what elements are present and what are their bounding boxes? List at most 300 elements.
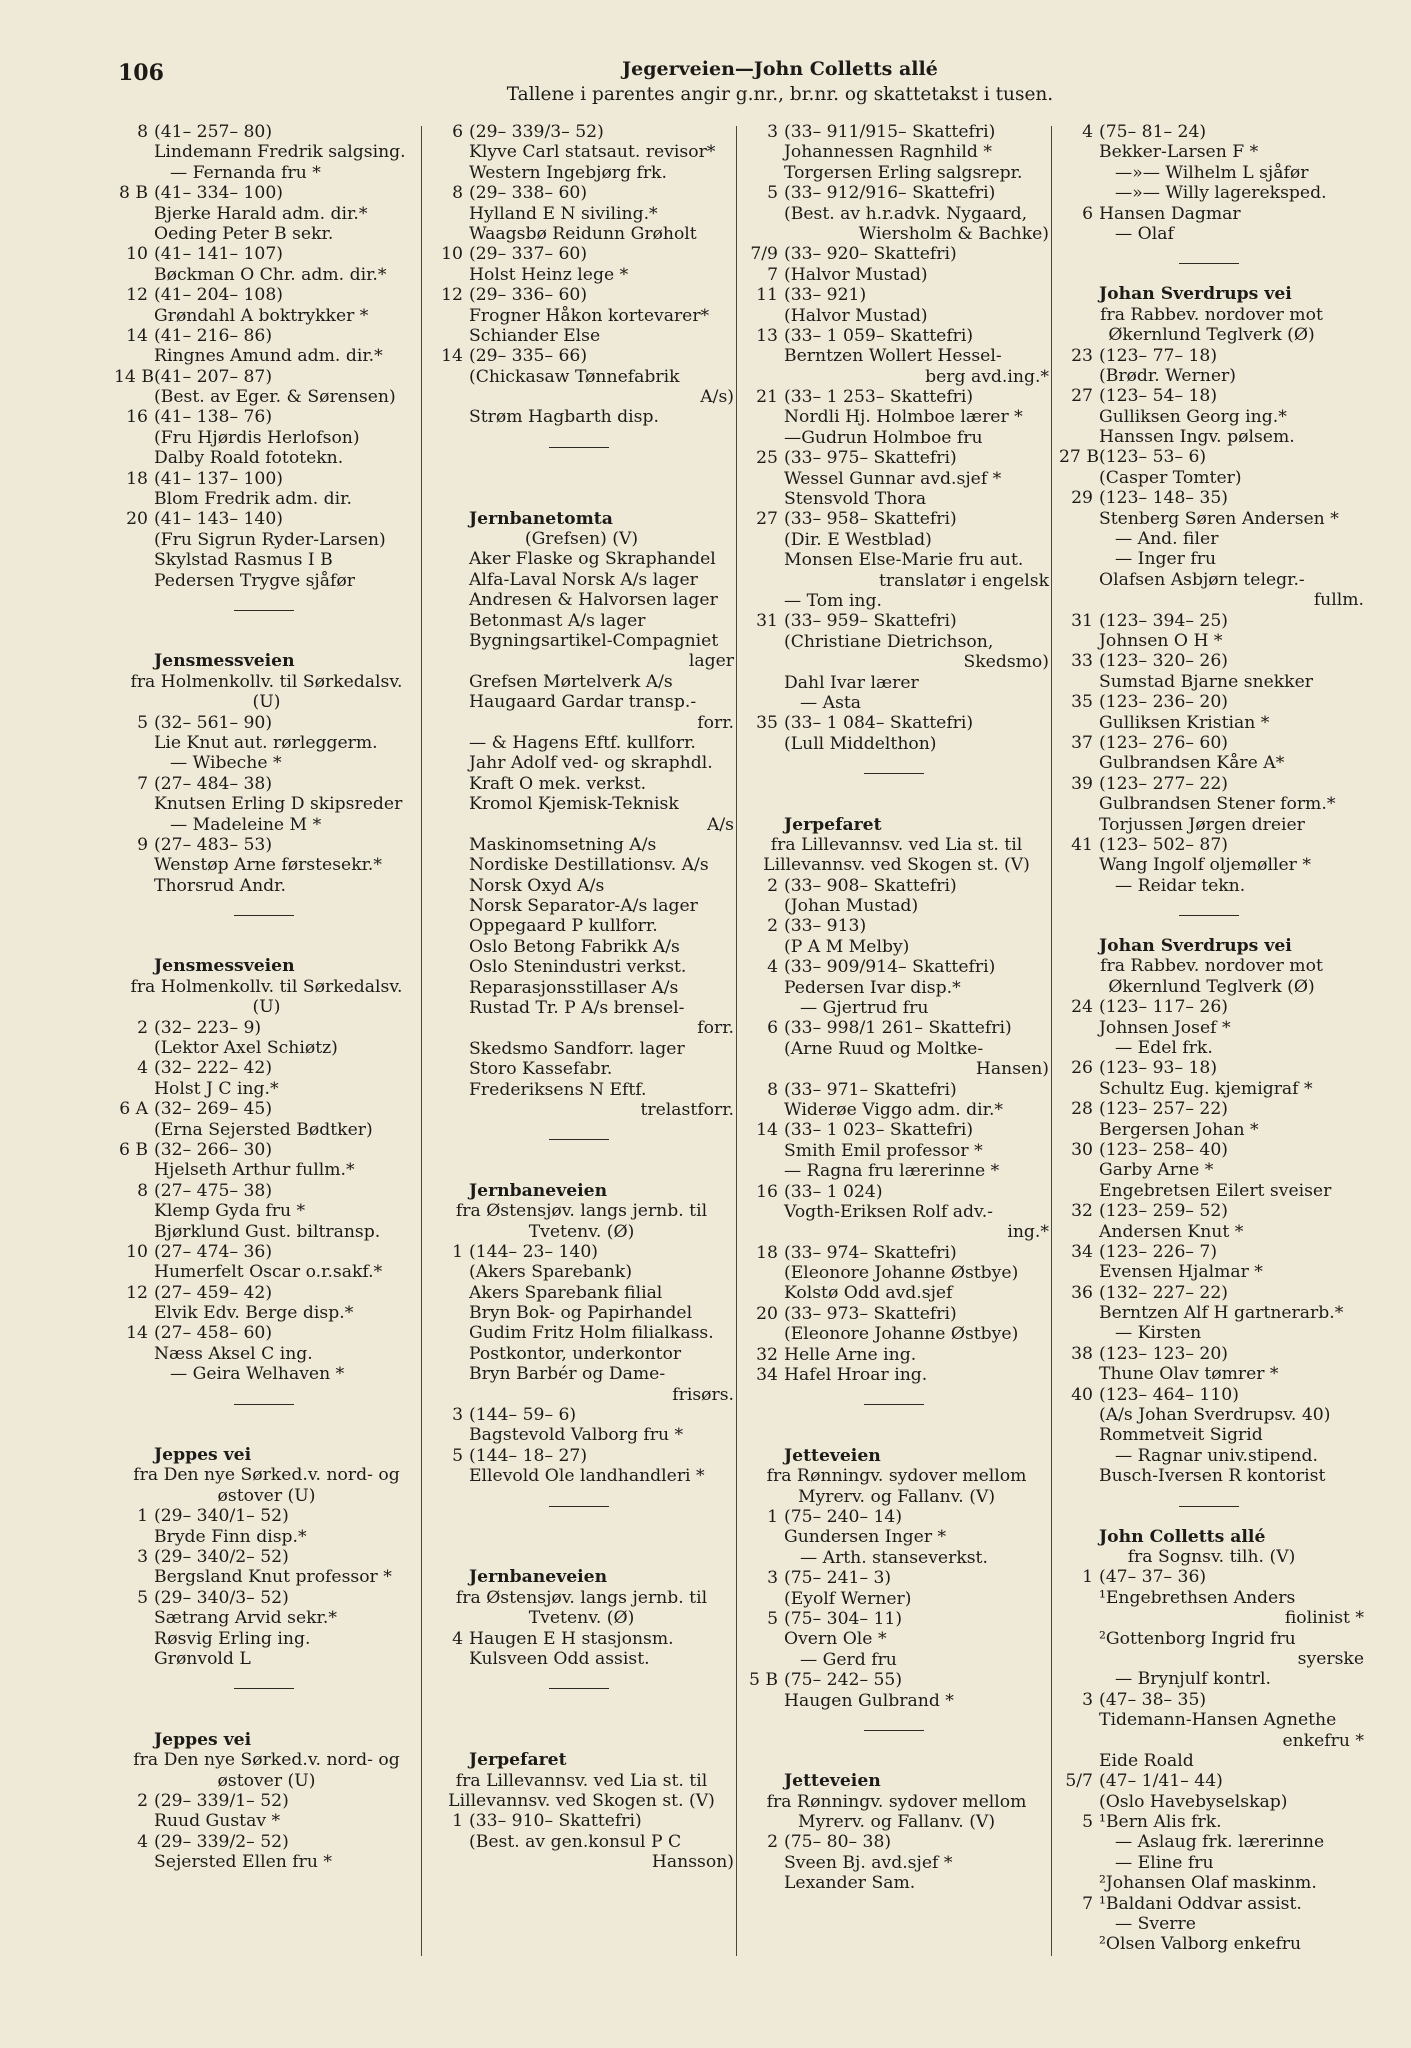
house-number: 2 <box>137 1790 148 1811</box>
directory-entry <box>1059 1262 1364 1282</box>
house-number: 32 <box>1071 1201 1093 1222</box>
entry-text: østover (U) <box>217 1485 316 1506</box>
entry-text: (123– 93– 18) <box>1099 1058 1218 1079</box>
directory-entry <box>1059 1140 1364 1160</box>
entry-text: Johnsen O H * <box>1099 630 1223 651</box>
entry-text: (123– 320– 26) <box>1099 651 1229 672</box>
entry-text: Hylland E N siviling.* <box>469 203 658 224</box>
directory-entry <box>1059 224 1364 244</box>
entry-text: (123– 259– 52) <box>1099 1201 1229 1222</box>
directory-entry <box>1059 305 1364 325</box>
house-number: 14 <box>756 1120 778 1141</box>
entry-text: (27– 474– 36) <box>154 1241 273 1262</box>
entry-text: Hafel Hroar ing. <box>784 1365 928 1386</box>
entry-text: (32– 561– 90) <box>154 712 273 733</box>
directory-entry <box>744 1568 1049 1588</box>
entry-text: — Ragnar univ.stipend. <box>1115 1445 1318 1466</box>
directory-entry <box>1059 1222 1364 1242</box>
directory-entry <box>744 387 1049 407</box>
directory-entry <box>744 1100 1049 1120</box>
directory-entry <box>744 1832 1049 1852</box>
directory-entry <box>429 1405 734 1425</box>
directory-entry <box>429 1832 734 1852</box>
directory-entry <box>744 1161 1049 1181</box>
house-number: 7/9 <box>750 244 778 265</box>
entry-text: Gulliksen Kristian * <box>1099 712 1270 733</box>
directory-entry <box>1059 549 1364 569</box>
house-number: 26 <box>1071 1058 1093 1079</box>
house-number: 1 <box>452 1241 463 1262</box>
directory-entry <box>744 673 1049 693</box>
entry-text: (33– 975– Skattefri) <box>784 448 957 469</box>
entry-text: Stenberg Søren Andersen * <box>1099 508 1339 529</box>
entry-text: Torgersen Erling salgsrepr. <box>784 162 1023 183</box>
entry-text: (Casper Tomter) <box>1099 467 1242 488</box>
entry-text: Haugen E H stasjonsm. <box>469 1628 674 1649</box>
entry-text: Strøm Hagbarth disp. <box>469 407 659 428</box>
directory-entry <box>429 733 734 753</box>
directory-entry <box>1059 631 1364 651</box>
entry-text: Frogner Håkon kortevarer* <box>469 305 710 326</box>
street-heading <box>744 1446 1049 1466</box>
entry-text: Schultz Eug. kjemigraf * <box>1099 1078 1313 1099</box>
house-number: 7 <box>767 264 778 285</box>
directory-entry <box>429 753 734 773</box>
entry-text: (Erna Sejersted Bødtker) <box>154 1119 373 1140</box>
entry-text: (Best. av Eger. & Sørensen) <box>154 387 396 408</box>
directory-entry <box>1059 876 1364 896</box>
entry-text: Monsen Else-Marie fru aut. <box>784 550 1024 571</box>
entry-text: — Reidar tekn. <box>1115 875 1246 896</box>
directory-entry <box>744 855 1049 875</box>
directory-entry <box>114 1160 419 1180</box>
house-number: 40 <box>1071 1384 1093 1405</box>
entry-text: Kraft O mek. verkst. <box>469 773 647 794</box>
entry-text: — Sverre <box>1115 1914 1196 1935</box>
entry-text: (123– 226– 7) <box>1099 1241 1218 1262</box>
entry-text: (32– 269– 45) <box>154 1099 273 1120</box>
entry-text: fra Rønningv. sydover mellom <box>766 1791 1027 1812</box>
house-number: 10 <box>441 244 463 265</box>
house-number: 4 <box>137 1831 148 1852</box>
directory-entry <box>1059 366 1364 386</box>
entry-text: Sumstad Bjarne snekker <box>1099 671 1313 692</box>
directory-entry <box>744 1507 1049 1527</box>
entry-text: Wiersholm & Bachke) <box>858 223 1049 244</box>
entry-text: Berntzen Wollert Hessel- <box>784 346 1002 367</box>
entry-text: fra Holmenkollv. til Sørkedalsv. <box>130 976 403 997</box>
entry-text: (32– 222– 42) <box>154 1058 273 1079</box>
entry-text: Jernbaneveien <box>469 1180 608 1201</box>
house-number: 6 B <box>118 1139 148 1160</box>
entry-text: Nordli Hj. Holmboe lærer * <box>784 407 1023 428</box>
entry-text: Oeding Peter B sekr. <box>154 223 334 244</box>
directory-entry <box>1059 163 1364 183</box>
entry-text: (41– 216– 86) <box>154 325 273 346</box>
entry-text: Andresen & Halvorsen lager <box>469 590 718 611</box>
spacer <box>429 1709 734 1729</box>
entry-text: (33– 1 084– Skattefri) <box>784 713 974 734</box>
directory-entry <box>429 1791 734 1811</box>
house-number: 5 <box>767 183 778 204</box>
directory-entry <box>1059 1160 1364 1180</box>
house-number: 16 <box>126 407 148 428</box>
entry-text: Postkontor, underkontor <box>469 1343 682 1364</box>
entry-text: (27– 483– 53) <box>154 834 273 855</box>
entry-text: frisørs. <box>672 1384 734 1405</box>
directory-entry <box>744 428 1049 448</box>
entry-text: Widerøe Viggo adm. dir.* <box>784 1099 1004 1120</box>
directory-entry <box>114 1527 419 1547</box>
directory-entry <box>1059 1812 1364 1832</box>
street-heading <box>744 1771 1049 1791</box>
street-heading <box>429 1567 734 1587</box>
entry-text: (Brødr. Werner) <box>1099 365 1236 386</box>
entry-text: Kolstø Odd avd.sjef <box>784 1283 953 1304</box>
directory-entry <box>114 1283 419 1303</box>
entry-text: lager <box>688 651 734 672</box>
house-number: 39 <box>1071 773 1093 794</box>
entry-text: trelastforr. <box>640 1099 734 1120</box>
entry-text: ¹Engebrethsen Anders <box>1099 1587 1296 1608</box>
entry-text: (47– 1/41– 44) <box>1099 1771 1223 1792</box>
entry-text: (29– 337– 60) <box>469 244 588 265</box>
entry-text: Jeppes vei <box>154 1445 252 1466</box>
entry-text: Ellevold Ole landhandleri * <box>469 1466 705 1487</box>
directory-entry <box>114 1262 419 1282</box>
entry-text: (27– 484– 38) <box>154 773 273 794</box>
entry-text: ²Johansen Olaf maskinm. <box>1099 1873 1317 1894</box>
directory-entry <box>429 549 734 569</box>
directory-entry <box>114 1364 419 1384</box>
house-number: 1 <box>137 1506 148 1527</box>
entry-text: (27– 475– 38) <box>154 1180 273 1201</box>
entry-text: — Gjertrud fru <box>800 998 929 1019</box>
directory-entry <box>744 1853 1049 1873</box>
entry-text: Klemp Gyda fru * <box>154 1201 306 1222</box>
directory-entry <box>1059 386 1364 406</box>
entry-text: Hansson) <box>651 1852 734 1873</box>
entry-text: (29– 340/2– 52) <box>154 1547 289 1567</box>
directory-entry <box>1059 1385 1364 1405</box>
house-number: 6 <box>767 1018 778 1039</box>
section-divider <box>1059 1487 1364 1527</box>
directory-entry <box>744 1650 1049 1670</box>
entry-text: (75– 81– 24) <box>1099 122 1207 142</box>
directory-entry <box>1059 651 1364 671</box>
directory-entry <box>1059 1344 1364 1364</box>
directory-entry <box>1059 142 1364 162</box>
entry-text: Western Ingebjørg frk. <box>469 162 667 183</box>
directory-entry <box>1059 488 1364 508</box>
directory-entry <box>114 977 419 997</box>
entry-text: Alfa-Laval Norsk A/s lager <box>469 569 698 590</box>
directory-entry <box>744 652 1049 672</box>
street-heading <box>114 1730 419 1750</box>
entry-text: Rommetveit Sigrid <box>1099 1425 1263 1446</box>
entry-text: Ringnes Amund adm. dir.* <box>154 346 383 367</box>
entry-text: Helle Arne ing. <box>784 1344 917 1365</box>
spacer <box>744 1751 1049 1771</box>
entry-text: (33– 910– Skattefri) <box>469 1811 642 1832</box>
entry-text: (Arne Ruud og Moltke- <box>784 1038 984 1059</box>
directory-entry <box>429 998 734 1018</box>
entry-text: (Eleonore Johanne Østbye) <box>784 1263 1019 1284</box>
entry-text: Jernbanetomta <box>469 508 613 529</box>
entry-text: Norsk Oxyd A/s <box>469 875 605 896</box>
house-number: 21 <box>756 387 778 408</box>
directory-entry <box>429 1242 734 1262</box>
house-number: 12 <box>126 285 148 306</box>
directory-entry <box>744 1263 1049 1283</box>
entry-text: Elvik Edv. Berge disp.* <box>154 1303 354 1324</box>
entry-text: Holst J C ing.* <box>154 1078 279 1099</box>
entry-text: Holst Heinz lege * <box>469 264 629 285</box>
house-number: 5 <box>1082 1812 1093 1833</box>
spacer <box>429 1160 734 1180</box>
entry-text: Sætrang Arvid sekr.* <box>154 1608 337 1629</box>
directory-entry <box>1059 509 1364 529</box>
entry-text: (75– 80– 38) <box>784 1832 892 1853</box>
entry-text: Tvetenv. (Ø) <box>528 1608 635 1629</box>
entry-text: Klyve Carl statsaut. revisor* <box>469 142 716 163</box>
house-number: 41 <box>1071 834 1093 855</box>
entry-text: ¹Bern Alis frk. <box>1099 1812 1222 1833</box>
directory-entry <box>1059 468 1364 488</box>
entry-text: (41– 257– 80) <box>154 122 273 142</box>
directory-entry <box>114 306 419 326</box>
house-number: 10 <box>126 244 148 265</box>
directory-entry <box>744 469 1049 489</box>
column-divider-3 <box>1051 126 1052 1956</box>
street-heading <box>114 651 419 671</box>
directory-entry <box>114 122 419 142</box>
street-heading <box>429 509 734 529</box>
directory-entry <box>114 1791 419 1811</box>
directory-entry <box>429 1466 734 1486</box>
spacer <box>114 936 419 956</box>
directory-entry <box>429 1588 734 1608</box>
directory-entry <box>1059 325 1364 345</box>
directory-entry <box>429 1649 734 1669</box>
directory-entry <box>744 876 1049 896</box>
entry-text: (Grefsen) (V) <box>524 529 639 550</box>
directory-entry <box>114 1750 419 1770</box>
entry-text: (33– 974– Skattefri) <box>784 1242 957 1263</box>
directory-entry <box>744 1304 1049 1324</box>
directory-entry <box>114 550 419 570</box>
directory-entry <box>114 1303 419 1323</box>
entry-text: Næss Aksel C ing. <box>154 1343 313 1364</box>
entry-text: (123– 502– 87) <box>1099 834 1229 855</box>
entry-text: Jensmessveien <box>154 956 295 977</box>
directory-entry <box>114 285 419 305</box>
entry-text: Eide Roald <box>1099 1750 1194 1771</box>
section-divider <box>114 1385 419 1425</box>
directory-entry <box>744 1527 1049 1547</box>
house-number: 28 <box>1071 1099 1093 1120</box>
entry-text: (29– 340/3– 52) <box>154 1587 289 1608</box>
entry-text: (47– 38– 35) <box>1099 1689 1207 1710</box>
entry-text: Lindemann Fredrik salgsing. <box>154 142 406 163</box>
entry-text: (A/s Johan Sverdrupsv. 40) <box>1099 1405 1331 1426</box>
house-number: 4 <box>137 1058 148 1079</box>
entry-text: — Tom ing. <box>784 590 882 611</box>
entry-text: fra Rabbev. nordover mot <box>1100 956 1323 977</box>
directory-entry <box>744 1243 1049 1263</box>
directory-entry <box>744 1691 1049 1711</box>
directory-entry <box>114 1811 419 1831</box>
directory-entry <box>1059 835 1364 855</box>
directory-entry <box>429 1100 734 1120</box>
directory-entry <box>744 1324 1049 1344</box>
spacer <box>429 1527 734 1547</box>
entry-text: fra Rønningv. sydover mellom <box>766 1466 1027 1487</box>
entry-text: (123– 117– 26) <box>1099 997 1229 1018</box>
column-1 <box>114 122 419 1872</box>
house-number: 5 B <box>748 1670 778 1691</box>
directory-entry <box>744 713 1049 733</box>
directory-entry <box>744 937 1049 957</box>
entry-text: (Eyolf Werner) <box>784 1588 912 1609</box>
entry-text: Hansen Dagmar <box>1099 203 1241 224</box>
directory-entry <box>429 1018 734 1038</box>
directory-entry <box>1059 611 1364 631</box>
entry-text: (75– 304– 11) <box>784 1608 903 1629</box>
entry-text: Bøckman O Chr. adm. dir.* <box>154 264 387 285</box>
entry-text: (33– 1 023– Skattefri) <box>784 1120 974 1141</box>
directory-entry <box>1059 183 1364 203</box>
entry-text: Johan Sverdrups vei <box>1099 936 1292 957</box>
entry-text: Knutsen Erling D skipsreder <box>154 794 403 815</box>
entry-text: (33– 1 024) <box>784 1181 883 1202</box>
directory-entry <box>429 142 734 162</box>
house-number: 4 <box>1082 122 1093 142</box>
entry-text: Gulbrandsen Stener form.* <box>1099 794 1336 815</box>
directory-entry <box>114 733 419 753</box>
directory-entry <box>744 244 1049 264</box>
directory-entry <box>429 1303 734 1323</box>
directory-entry <box>114 326 419 346</box>
directory-entry <box>429 122 734 142</box>
directory-entry <box>114 1344 419 1364</box>
directory-entry <box>114 1465 419 1485</box>
entry-text: Sveen Bj. avd.sjef * <box>784 1852 953 1873</box>
entry-text: Aker Flaske og Skraphandel <box>469 549 716 570</box>
directory-entry <box>1059 1873 1364 1893</box>
house-number: 6 <box>452 122 463 142</box>
section-divider <box>429 1669 734 1709</box>
entry-text: Schiander Else <box>469 325 601 346</box>
directory-entry <box>744 1141 1049 1161</box>
entry-text: fra Sognsv. tilh. (V) <box>1127 1547 1296 1567</box>
directory-entry <box>744 1670 1049 1690</box>
directory-entry <box>114 1242 419 1262</box>
entry-text: (33– 958– Skattefri) <box>784 509 957 530</box>
spacer <box>429 1547 734 1567</box>
directory-entry <box>1059 692 1364 712</box>
directory-entry <box>429 855 734 875</box>
entry-text: (Oslo Havebyselskap) <box>1099 1791 1288 1812</box>
entry-text: Oslo Betong Fabrikk A/s <box>469 936 680 957</box>
entry-text: Rustad Tr. P A/s brensel- <box>469 998 685 1019</box>
section-divider <box>429 1487 734 1527</box>
directory-entry <box>114 1058 419 1078</box>
directory-entry <box>114 428 419 448</box>
directory-entry <box>429 1425 734 1445</box>
street-heading <box>114 956 419 976</box>
entry-text: (75– 240– 14) <box>784 1507 903 1527</box>
directory-entry <box>744 448 1049 468</box>
house-number: 1 <box>767 1507 778 1527</box>
directory-entry <box>114 346 419 366</box>
directory-entry <box>429 672 734 692</box>
directory-entry <box>429 1344 734 1364</box>
entry-text: Hanssen Ingv. pølsem. <box>1099 427 1295 448</box>
directory-entry <box>429 631 734 651</box>
section-divider <box>744 1711 1049 1751</box>
directory-entry <box>744 591 1049 611</box>
entry-text: Storo Kassefabr. <box>469 1059 613 1080</box>
directory-entry <box>744 306 1049 326</box>
directory-entry <box>114 1120 419 1140</box>
directory-entry <box>114 876 419 896</box>
entry-text: (Halvor Mustad) <box>784 305 928 326</box>
entry-text: Frederiksens N Eftf. <box>469 1079 647 1100</box>
directory-entry <box>744 1080 1049 1100</box>
entry-text: (29– 340/1– 52) <box>154 1506 289 1527</box>
directory-entry <box>429 1385 734 1405</box>
house-number: 2 <box>767 875 778 896</box>
entry-text: Gundersen Inger * <box>784 1527 947 1548</box>
entry-text: Grønvold L <box>154 1648 251 1669</box>
spacer <box>744 1425 1049 1445</box>
house-number: 2 <box>137 1017 148 1038</box>
entry-text: (33– 971– Skattefri) <box>784 1079 957 1100</box>
entry-text: Kulsveen Odd assist. <box>469 1648 650 1669</box>
entry-text: Hansen) <box>975 1059 1049 1080</box>
directory-entry <box>744 142 1049 162</box>
directory-entry <box>429 774 734 794</box>
directory-entry <box>114 1079 419 1099</box>
directory-entry <box>744 1609 1049 1629</box>
entry-text: Pedersen Trygve sjåfør <box>154 570 355 591</box>
directory-entry <box>1059 1283 1364 1303</box>
house-number: 18 <box>126 468 148 489</box>
directory-entry <box>744 1812 1049 1832</box>
directory-entry <box>429 244 734 264</box>
directory-entry <box>1059 1567 1364 1587</box>
directory-entry <box>744 530 1049 550</box>
entry-text: (41– 137– 100) <box>154 468 284 489</box>
entry-text: (144– 18– 27) <box>469 1445 588 1466</box>
house-number: 8 B <box>118 183 148 204</box>
directory-entry <box>114 692 419 712</box>
entry-text: Smith Emil professor * <box>784 1140 983 1161</box>
entry-text: ing.* <box>1007 1222 1049 1243</box>
entry-text: forr. <box>697 712 734 733</box>
street-heading <box>744 815 1049 835</box>
entry-text: Myrerv. og Fallanv. (V) <box>797 1812 996 1833</box>
directory-entry <box>114 509 419 529</box>
entry-text: (41– 334– 100) <box>154 183 284 204</box>
entry-text: (Best. av gen.konsul P C <box>469 1831 682 1852</box>
entry-text: (Lektor Axel Schiøtz) <box>154 1038 338 1059</box>
directory-entry <box>114 855 419 875</box>
spacer <box>114 1709 419 1729</box>
entry-text: John Colletts allé <box>1099 1526 1266 1547</box>
entry-text: — Gerd fru <box>800 1649 897 1670</box>
